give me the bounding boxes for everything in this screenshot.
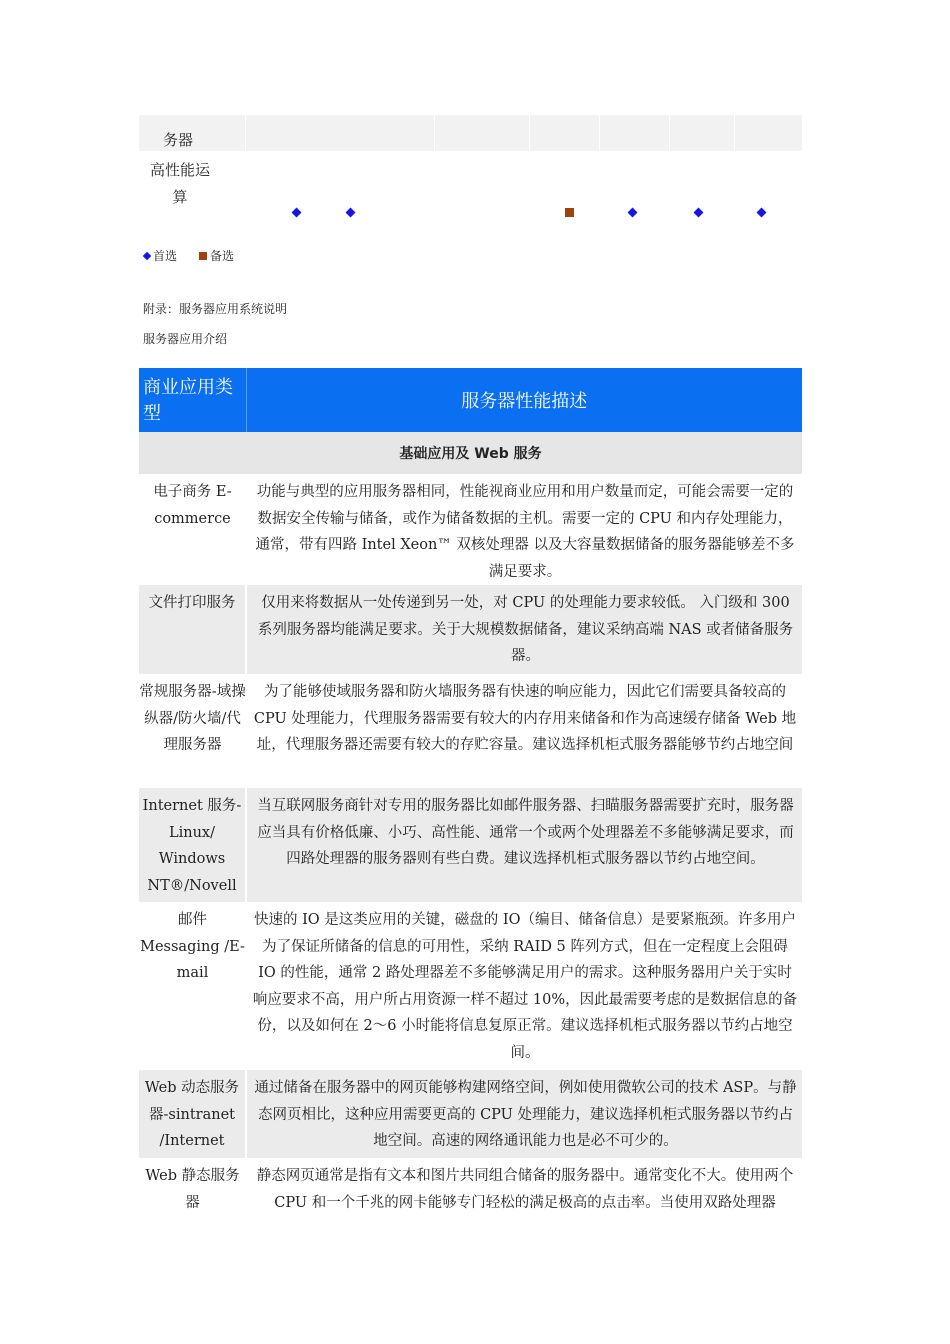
table-row [139, 902, 802, 1070]
row-label: 务器 [163, 131, 194, 149]
alternative-square-icon [199, 252, 207, 260]
table-row [139, 1070, 802, 1158]
preferred-diamond-icon [346, 208, 356, 218]
description-cell: 仅用来将数据从一处传递到另一处，对 CPU 的处理能力要求较低。 入门级和 300 系列服务器均能满足要求。关于大规模数据储备，建议采纳高端 NAS 或者储备服务器。 [246, 585, 802, 674]
description-cell: 通过储备在服务器中的网页能够构建网络空间，例如使用微软公司的技术 ASP。与静态网页相比，这种应用需要更高的 CPU 处理能力，建议选择机柜式服务器以节约占地空间。高速的网络通讯能力也是必不可少的。 [246, 1070, 802, 1158]
legend-label: 备选 [210, 249, 235, 263]
app-type-cell: 邮件 Messaging /E-mail [140, 912, 245, 981]
app-type-cell: 常规服务器-域操纵器/防火墙/代理服务器 [139, 684, 246, 753]
legend-label: 首选 [153, 249, 178, 263]
header-app-type: 商业应用类型 [139, 368, 246, 432]
description-cell: 为了能够使域服务器和防火墙服务器有快速的响应能力，因此它们需要具备较高的 CPU 处理能力，代理服务器需要有较大的内存用来储备和作为高速缓存储备 Web 地址，代理服务器还需要有较大的存贮容量。建议选择机柜式服务器能够节约占地空间 [253, 684, 797, 753]
description-cell: 当互联网服务商针对专用的服务器比如邮件服务器、扫瞄服务器需要扩充时，服务器应当具有价格低廉、小巧、高性能、通常一个或两个处理器差不多能够满足要求，而四路处理器的服务器则有些白费。建议选择机柜式服务器以节约占地空间。 [246, 788, 802, 902]
description-cell: 功能与典型的应用服务器相同，性能视商业应用和用户数量而定，可能会需要一定的数据安全传输与储备，或作为储备数据的主机。需要一定的 CPU 和内存处理能力，通常，带有四路 Intel Xeon™ 双核处理器 以及大容量数据储备的服务器能够差不多满足要求。 [255, 484, 795, 580]
cell-divider [529, 115, 530, 151]
app-type-cell: Web 静态服务器 [145, 1168, 240, 1211]
table-row [139, 585, 802, 674]
preferred-diamond-icon [757, 208, 767, 218]
legend [142, 247, 256, 264]
row-label: 高性能运算 [149, 161, 210, 206]
cell-divider [734, 115, 735, 151]
description-cell: 静态网页通常是指有文本和图片共同组合储备的服务器中。通常变化不大。使用两个 CPU 和一个千兆的网卡能够专门轻松的满足极高的点击率。当使用双路处理器 [256, 1168, 794, 1211]
app-type-cell: 文件打印服务 [139, 585, 246, 674]
server-application-table [139, 368, 802, 1228]
table-row [139, 674, 802, 788]
description-cell: 快速的 IO 是这类应用的关键，磁盘的 IO（编目、储备信息）是要紧瓶颈。许多用户为了保证所储备的信息的可用性，采纳 RAID 5 阵列方式，但在一定程度上会阻碍 IO 的性能，通常 2 路处理器差不多能够满足用户的需求。这种服务器用户关于实时响应要求不高，用户所占用资源一样不超过 10%，因此最需要考虑的是数据信息的备份，以及如何在 2～6 小时能将信息复原正常。建议选择机柜式服务器以节约占地空间。 [252, 912, 798, 1061]
cell-divider [599, 115, 600, 151]
legend-item-preferred [142, 247, 177, 264]
intro-heading: 服务器应用介绍 [143, 332, 228, 346]
legend-item-alternative [199, 247, 234, 264]
table-row [139, 788, 802, 902]
cell-divider [434, 115, 435, 151]
table-row [139, 1158, 802, 1228]
section-row [139, 432, 802, 474]
preferred-diamond-icon [628, 208, 638, 218]
table-row [139, 474, 802, 585]
appendix-heading: 附录：服务器应用系统说明 [143, 302, 288, 316]
preferred-diamond-icon [694, 208, 704, 218]
header-performance-desc: 服务器性能描述 [461, 391, 588, 412]
cell-divider [245, 115, 246, 151]
app-type-cell: Web 动态服务器-sintranet /Internet [139, 1070, 246, 1158]
app-type-cell: Internet 服务-Linux/ Windows NT®/Novell [139, 788, 246, 902]
app-type-cell: 电子商务 E-commerce [153, 484, 232, 527]
table-row [139, 151, 802, 219]
table-row [139, 115, 802, 151]
table-header-row [139, 368, 802, 432]
section-title: 基础应用及 Web 服务 [139, 432, 802, 474]
cell-divider [669, 115, 670, 151]
alternative-square-icon [565, 208, 574, 217]
preferred-diamond-icon [143, 251, 151, 259]
preferred-diamond-icon [292, 208, 302, 218]
server-selection-table [139, 115, 802, 219]
